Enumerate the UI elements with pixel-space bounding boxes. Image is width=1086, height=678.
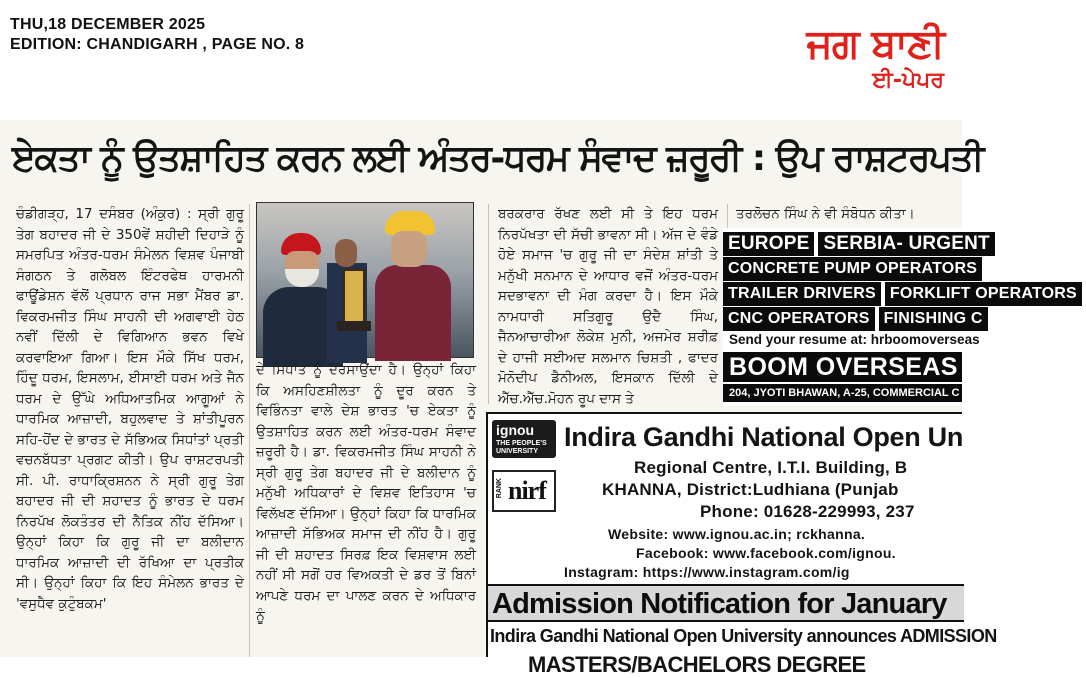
ad-address: 204, JYOTI BHAWAN, A-25, COMMERCIAL C <box>723 384 962 402</box>
ad-cell: CONCRETE PUMP OPERATORS <box>723 257 982 281</box>
ignou-website: Website: www.ignou.ac.in; rckhanna. <box>608 526 866 542</box>
ignou-logo-text: ignou <box>496 422 535 438</box>
ad-row <box>723 307 992 331</box>
ignou-logo-sub: THE PEOPLE'S UNIVERSITY <box>496 440 547 455</box>
ignou-address-line: Regional Centre, I.T.I. Building, B <box>634 458 908 477</box>
photo-face <box>335 239 357 267</box>
ignou-logo <box>492 420 556 458</box>
admission-programs: MASTERS/BACHELORS DEGREE <box>528 652 866 677</box>
photo-person <box>375 265 451 361</box>
ad-cert: CERT. 100 <box>961 363 996 370</box>
logo-title: ਜਗ ਬਾਣੀ <box>806 21 944 67</box>
ad-row <box>723 257 986 281</box>
edition-name: EDITION: CHANDIGARH , PAGE NO. 8 <box>10 36 305 53</box>
ignou-address-line: KHANNA, District:Ludhiana (Punjab <box>602 480 899 499</box>
ad-company-name <box>723 352 996 382</box>
photo-memento-base <box>337 321 371 331</box>
article-column-2: ਦੇ ਸਿਧਾਂਤ ਨੂੰ ਦਰਸਾਉਂਦਾ ਹੈ। ਉਨ੍ਹਾਂ ਕਿਹਾ ਕਿ ਅਸਹਿਣਸ਼ੀਲਤਾ ਨੂੰ ਦੂਰ ਕਰਨ ਤੇ ਵਿਭਿੰਨਤਾ ਵਾਲੇ ਦੇਸ਼ ਭਾਰਤ 'ਚ ਏਕਤਾ ਨੂੰ ਉਤਸ਼ਾਹਿਤ ਕਰਨ ਲਈ ਅੰਤਰ-ਧਰਮ ਸੰਵਾਦ ਜ਼ਰੂਰੀ ਹੈ। ਡਾ. ਵਿਕਰਮਜੀਤ ਸਿੰਘ ਸਾਹਨੀ ਨੇ ਸ੍ਰੀ ਗੁਰੂ ਤੇਗ ਬਹਾਦਰ ਜੀ ਦੇ ਬਲੀਦਾਨ ਨੂੰ ਮਨੁੱਖੀ ਅਧਿਕਾਰਾਂ ਦੇ ਵਿਸ਼ਵ ਇਤਿਹਾਸ 'ਚ ਵਿਲੱਖਣ ਦੱਸਿਆ। ਉਨ੍ਹਾਂ ਕਿਹਾ ਕਿ ਧਾਰਮਿਕ ਆਜ਼ਾਦੀ ਸੱਭਿਅਕ ਸਮਾਜ ਦੀ ਨੀਂਹ ਹੈ। ਗੁਰੂ ਜੀ ਦੀ ਸ਼ਹਾਦਤ ਸਿਰਫ਼ ਇਕ ਵਿਸ਼ਵਾਸ ਲਈ ਨਹੀਂ ਸੀ ਸਗੋਂ ਹਰ ਵਿਅਕਤੀ ਦੇ ਡਰ ਤੋਂ ਬਿਨਾਂ ਆਪਣੇ ਧਰਮ ਦਾ ਪਾਲਣ ਕਰਨ ਦੇ ਅਧਿਕਾਰ ਨੂੰ <box>256 362 476 624</box>
article-column-4: ਤਰਲੋਚਨ ਸਿੰਘ ਨੇ ਵੀ ਸੰਬੋਧਨ ਕੀਤਾ। <box>736 206 915 222</box>
ad-cell: TRAILER DRIVERS <box>723 282 881 306</box>
ad-company-text: BOOM OVERSEAS <box>729 353 958 381</box>
ad-cell: FINISHING C <box>879 307 988 331</box>
nirf-rank-label: RANK <box>496 478 503 499</box>
jagbani-logo[interactable] <box>807 22 944 94</box>
photo-face <box>391 231 427 267</box>
column-divider <box>249 204 250 657</box>
column-divider <box>488 204 489 404</box>
photo-memento <box>343 269 365 325</box>
edition-date: THU,18 DECEMBER 2025 <box>10 16 206 33</box>
ad-row <box>723 282 1086 306</box>
nirf-text: nirf <box>508 476 546 505</box>
article-photo <box>256 202 474 358</box>
ad-resume-line: Send your resume at: hrboomoverseas <box>729 332 980 347</box>
recruitment-ad <box>723 228 1077 406</box>
ignou-title: Indira Gandhi National Open Un <box>564 422 964 452</box>
logo-subtitle: ਈ-ਪੇਪਰ <box>872 68 944 93</box>
article-column-3: ਬਰਕਰਾਰ ਰੱਖਣ ਲਈ ਸੀ ਤੇ ਇਹ ਧਰਮ ਨਿਰਪੱਖਤਾ ਦੀ ਸੱਚੀ ਭਾਵਨਾ ਸੀ। ਅੱਜ ਦੇ ਵੰਡੇ ਹੋਏ ਸਮਾਜ 'ਚ ਗੁਰੂ ਜੀ ਦਾ ਸੰਦੇਸ਼ ਸ਼ਾਂਤੀ ਤੇ ਮਨੁੱਖੀ ਸਨਮਾਨ ਦੇ ਆਧਾਰ ਵਜੋਂ ਅੰਤਰ-ਧਰਮ ਸਦਭਾਵਨਾ ਦੀ ਮੰਗ ਕਰਦਾ ਹੈ। ਇਸ ਮੌਕੇ ਨਾਮਧਾਰੀ ਸਤਿਗੁਰੂ ਉਦੈ ਸਿੰਘ, ਜੈਨਆਚਾਰੀਆ ਲੋਕੇਸ਼ ਮੁਨੀ, ਅਜਮੇਰ ਸ਼ਰੀਫ਼ ਦੇ ਹਾਜੀ ਸਈਅਦ ਸਲਮਾਨ ਚਿਸ਼ਤੀ , ਫਾਦਰ ਮੋਨੋਦੀਪ ਡੈਨੀਅਲ, ਇਸਕਾਨ ਦਿੱਲੀ ਦੇ ਐੱਚ.ਐੱਚ.ਮੋਹਨ ਰੂਪ ਦਾਸ ਤੇ <box>498 206 718 407</box>
ad-row <box>723 232 999 256</box>
ignou-phone: Phone: 01628-229993, 237 <box>700 502 915 521</box>
ad-cell: SERBIA- URGENT <box>818 232 994 256</box>
admission-subline: Indira Gandhi National Open University announces ADMISSION <box>490 626 997 646</box>
article-column-1: ਚੰਡੀਗੜ੍ਹ, 17 ਦਸੰਬਰ (ਅੰਕੁਰ) : ਸ੍ਰੀ ਗੁਰੂ ਤੇਗ ਬਹਾਦਰ ਜੀ ਦੇ 350ਵੇਂ ਸ਼ਹੀਦੀ ਦਿਹਾੜੇ ਨੂੰ ਸਮਰਪਿਤ ਅੰਤਰ-ਧਰਮ ਸੰਮੇਲਨ ਵਿਸ਼ਵ ਪੰਜਾਬੀ ਸੰਗਠਨ ਤੇ ਗਲੋਬਲ ਇੰਟਰਫੇਥ ਹਾਰਮਨੀ ਫਾਊਂਡੇਸ਼ਨ ਵੱਲੋਂ ਪ੍ਰਧਾਨ ਰਾਜ ਸਭਾ ਮੈਂਬਰ ਡਾ. ਵਿਕਰਮਜੀਤ ਸਿੰਘ ਸਾਹਨੀ ਦੀ ਅਗਵਾਈ ਹੇਠ ਨਵੀਂ ਦਿੱਲੀ ਦੇ ਵਿਗਿਆਨ ਭਵਨ ਵਿਖੇ ਕਰਵਾਇਆ ਗਿਆ। ਇਸ ਮੌਕੇ ਸਿੱਖ ਧਰਮ, ਹਿੰਦੂ ਧਰਮ, ਇਸਲਾਮ, ਈਸਾਈ ਧਰਮ ਅਤੇ ਜੈਨ ਧਰਮ ਦੇ ਉੱਘੇ ਅਧਿਆਤਮਿਕ ਆਗੂਆਂ ਨੇ ਧਾਰਮਿਕ ਆਜ਼ਾਦੀ, ਬਹੁਲਵਾਦ ਤੇ ਸ਼ਾਂਤੀਪੂਰਨ ਸਹਿ-ਹੋਂਦ ਦੇ ਭਾਰਤ ਦੇ ਸੱਭਿਅਕ ਸਿਧਾਂਤਾਂ ਪ੍ਰਤੀ ਵਚਨਬੱਧਤਾ ਪ੍ਰਗਟ ਕੀਤੀ। ਉਪ ਰਾਸ਼ਟਰਪਤੀ ਸੀ. ਪੀ. ਰਾਧਾਕ੍ਰਿਸ਼ਨਨ ਨੇ ਸ੍ਰੀ ਗੁਰੂ ਤੇਗ ਬਹਾਦਰ ਜੀ ਦੀ ਸ਼ਹਾਦਤ ਨੂੰ ਭਾਰਤ ਦੇ ਧਰਮ ਨਿਰਪੱਖ ਲੋਕਤੰਤਰ ਦੀ ਨੈਤਿਕ ਨੀਂਹ ਦੱਸਿਆ। ਉਨ੍ਹਾਂ ਕਿਹਾ ਕਿ ਗੁਰੂ ਜੀ ਦਾ ਬਲੀਦਾਨ ਧਾਰਮਿਕ ਆਜ਼ਾਦੀ ਦੀ ਰੱਖਿਆ ਦਾ ਪ੍ਰਤੀਕ ਸੀ। ਉਨ੍ਹਾਂ ਕਿਹਾ ਕਿ ਇਹ ਸੰਮੇਲਨ ਭਾਰਤ ਦੇ 'ਵਸੁਧੈਵ ਕੁਟੁੰਬਕਮ' <box>16 206 244 612</box>
newspaper-clipping <box>0 120 1077 677</box>
ignou-instagram: Instagram: https://www.instagram.com/ig <box>564 564 850 580</box>
ad-cell: FORKLIFT OPERATORS <box>885 282 1082 306</box>
admission-banner <box>488 584 964 622</box>
nirf-logo <box>492 470 556 512</box>
ignou-facebook: Facebook: www.facebook.com/ignou. <box>636 545 896 561</box>
ad-cell: CNC OPERATORS <box>723 307 875 331</box>
ignou-admission-ad <box>486 412 997 677</box>
epaper-header <box>0 0 962 120</box>
ad-cell: EUROPE <box>723 232 814 256</box>
column-divider <box>727 204 728 228</box>
article-headline: ਏਕਤਾ ਨੂੰ ਉਤਸ਼ਾਹਿਤ ਕਰਨ ਲਈ ਅੰਤਰ-ਧਰਮ ਸੰਵਾਦ ਜ਼ਰੂਰੀ : ਉਪ ਰਾਸ਼ਟਰਪਤੀ <box>12 138 984 179</box>
admission-banner-text: Admission Notification for January <box>492 588 947 620</box>
